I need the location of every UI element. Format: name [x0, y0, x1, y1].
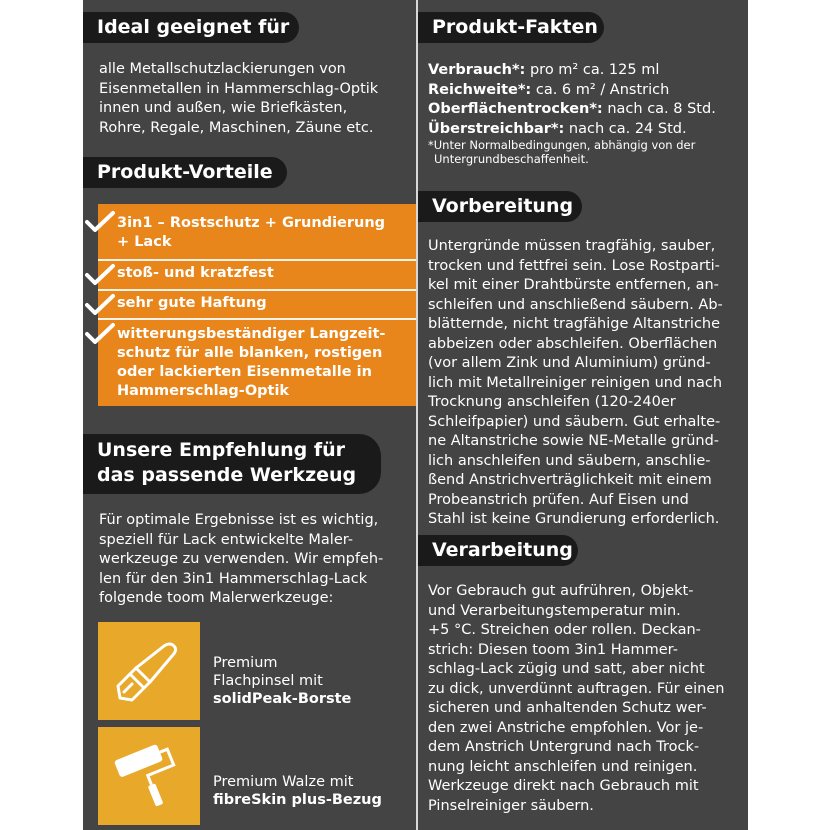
text-line: Pinselreiniger säubern.	[428, 797, 594, 814]
empfehlung-line: Für optimale Ergebnisse ist es wichtig,	[99, 512, 379, 528]
fakten-footnote	[428, 138, 743, 166]
vorteile-heading: Produkt-Vorteile	[83, 157, 287, 188]
ideal-line: Rohre, Regale, Maschinen, Zäune etc.	[99, 119, 374, 136]
text-line: den zwei Anstriche empfohlen. Vor je-	[428, 719, 704, 736]
verarbeitung-heading: Verarbeitung	[418, 535, 578, 566]
advantage-item	[117, 264, 274, 283]
empfehlung-heading	[83, 434, 381, 494]
text-line: Trocknung anschleifen (120-240er	[428, 394, 676, 410]
empfehlung-line: folgende toom Malerwerkzeuge:	[99, 590, 334, 606]
advantage-line: Hammerschlag-Optik	[117, 383, 290, 399]
advantage-line: 3in1 – Rostschutz + Grundierung	[117, 215, 386, 231]
text-line: nung leicht anschleifen und reinigen.	[428, 758, 698, 775]
paint-roller-icon	[98, 727, 200, 825]
fakten-row: Verbrauch*: pro m² ca. 125 ml	[428, 62, 660, 78]
checkmark-icon	[85, 263, 115, 285]
advantage-divider	[98, 289, 416, 291]
text-line: Untergründe müssen tragfähig, sauber,	[428, 238, 716, 254]
advantage-line: oder lackierten Eisenmetalle in	[117, 364, 372, 380]
checkmark-icon	[85, 322, 115, 344]
text-line: strich: Diesen toom 3in1 Hammer-	[428, 641, 678, 658]
vorbereitung-heading: Vorbereitung	[418, 191, 582, 222]
verarbeitung-text	[428, 582, 746, 816]
text-line: schleifen und anschließend säubern. Ab-	[428, 296, 723, 313]
tool-line: Premium	[213, 655, 278, 671]
text-line: Probeanstrich prüfen. Auf Eisen und	[428, 491, 689, 508]
empfehlung-line: werkzeuge zu verwenden. Wir empfeh-	[99, 551, 384, 567]
empfehlung-line: speziell für Lack entwickelte Maler-	[99, 531, 354, 548]
fakten-row: Reichweite*: ca. 6 m² / Anstrich	[428, 81, 670, 98]
text-line: Stahl ist keine Grundierung erforderlich.	[428, 511, 720, 527]
text-line: Schleifpapier) und säubern. Gut erhalte-	[428, 413, 721, 430]
ideal-line: innen und außen, wie Briefkästen,	[99, 100, 348, 116]
text-line: dem Anstrich Untergrund nach Trock-	[428, 739, 700, 755]
text-line: ßend Anstrichverträglichkeit mit einem	[428, 472, 712, 488]
text-line: lich anschleifen und säubern, anschlie-	[428, 452, 711, 469]
tool-line: Premium Walze mit	[213, 774, 354, 790]
advantage-item	[117, 214, 385, 252]
text-line: blätternde, nicht tragfähige Altanstriche	[428, 316, 721, 332]
ideal-text	[99, 60, 414, 138]
tool-label-brush	[213, 654, 351, 708]
advantage-line: witterungsbeständiger Langzeit-	[117, 326, 386, 342]
tool-line: Flachpinsel mit	[213, 673, 323, 689]
fakten-list	[428, 61, 743, 139]
column-divider	[416, 0, 418, 830]
advantage-divider	[98, 259, 416, 261]
text-line: abbeizen oder abschleifen. Oberflächen	[428, 335, 718, 352]
text-line: +5 °C. Streichen oder rollen. Deckan-	[428, 622, 701, 638]
advantage-line: + Lack	[117, 234, 172, 250]
advantage-line: sehr gute Haftung	[117, 295, 267, 311]
text-line: trocken und fettfrei sein. Lose Rostparti-	[428, 257, 720, 274]
checkmark-icon	[85, 210, 115, 232]
empfehlung-heading-line: Unsere Empfehlung für	[97, 439, 346, 461]
fakten-heading: Produkt-Fakten	[418, 12, 604, 43]
advantage-divider	[98, 318, 416, 320]
footnote-line: Untergrundbeschaffenheit.	[434, 152, 589, 166]
empfehlung-line: len für den 3in1 Hammerschlag-Lack	[99, 570, 368, 587]
fakten-row: Überstreichbar*: nach ca. 24 Std.	[428, 120, 687, 137]
text-line: schlag-Lack zügig und satt, aber nicht	[428, 661, 705, 677]
text-line: (vor allem Zink und Aluminium) gründ-	[428, 355, 711, 371]
advantage-item	[117, 294, 267, 313]
ideal-line: Eisenmetallen in Hammerschlag-Optik	[99, 80, 379, 97]
text-line: sicheren und anhaltenden Schutz wer-	[428, 700, 707, 716]
tool-label-roller	[213, 773, 382, 809]
vorbereitung-text	[428, 237, 746, 530]
empfehlung-text	[99, 511, 414, 609]
tool-line-bold: solidPeak-Borste	[213, 691, 352, 707]
text-line: lich mit Metallreiniger reinigen und nach	[428, 374, 723, 391]
tool-line-bold: fibreSkin plus-Bezug	[213, 792, 382, 808]
footnote-line: *Unter Normalbedingungen, abhängig von der	[428, 138, 696, 152]
advantage-line: stoß- und kratzfest	[117, 265, 274, 281]
paintbrush-icon	[98, 622, 200, 720]
text-line: zu dick, unverdünnt auftragen. Für einen	[428, 680, 725, 697]
ideal-heading: Ideal geeignet für	[83, 12, 299, 43]
advantage-item	[117, 325, 385, 401]
fakten-row: Oberflächentrocken*: nach ca. 8 Std.	[428, 101, 716, 117]
text-line: ne Altanstriche sowie NE-Metalle gründ-	[428, 433, 720, 449]
empfehlung-heading-line: das passende Werkzeug	[97, 464, 357, 486]
text-line: kel mit einer Drahtbürste entfernen, an-	[428, 277, 719, 293]
text-line: Werkzeuge direkt nach Gebrauch mit	[428, 778, 699, 794]
checkmark-icon	[85, 293, 115, 315]
text-line: Vor Gebrauch gut aufrühren, Objekt-	[428, 583, 694, 599]
ideal-line: alle Metallschutzlackierungen von	[99, 61, 346, 77]
text-line: und Verarbeitungstemperatur min.	[428, 602, 681, 619]
advantage-line: schutz für alle blanken, rostigen	[117, 345, 383, 361]
